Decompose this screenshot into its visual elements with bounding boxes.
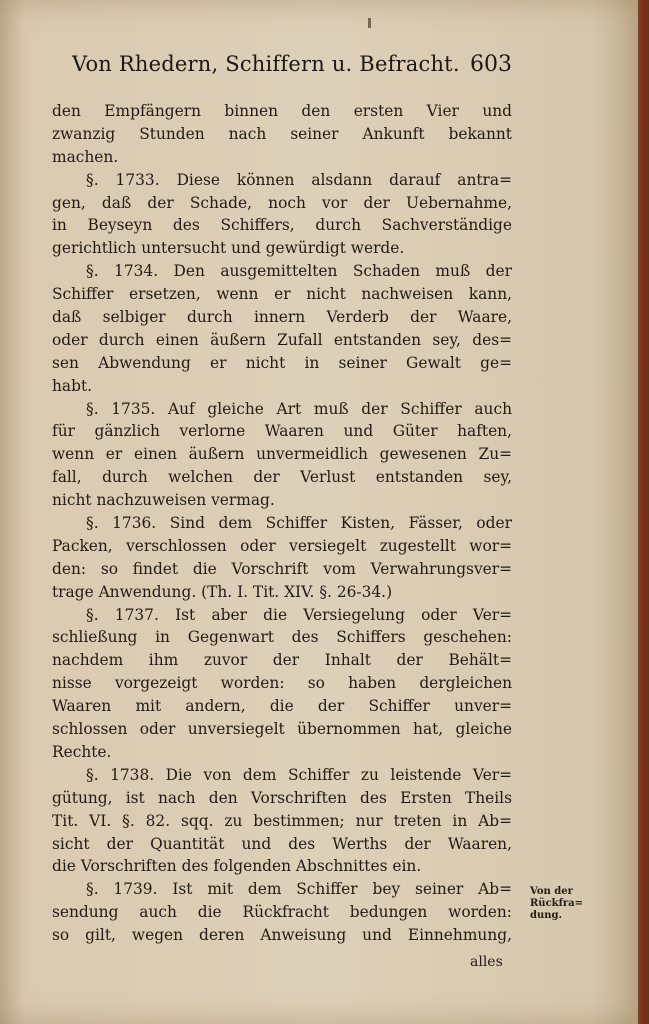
text-line: machen. — [52, 147, 119, 166]
text-line: gütung, ist nach den Vorschriften des Ersten Theils — [52, 788, 512, 807]
paragraph-1734: §. 1734. Den ausgemittelten Schaden muß der — [86, 262, 512, 281]
text-line: Packen, verschlossen oder versiegelt zugestellt wor= — [52, 536, 512, 555]
text-line: habt. — [52, 376, 93, 395]
page-mark — [368, 18, 371, 28]
running-title: Von Rhedern, Schiffern u. Befracht. — [72, 52, 460, 76]
text-line: fall, durch welchen der Verlust entstanden sey, — [52, 468, 512, 487]
body-text — [52, 100, 512, 947]
paragraph-1739: §. 1739. Ist mit dem Schiffer bey seiner Ab= — [86, 880, 512, 899]
text-line: gen, daß der Schade, noch vor der Uebernahme, — [52, 193, 512, 212]
paragraph-1736: §. 1736. Sind dem Schiffer Kisten, Fässer, oder — [86, 514, 512, 533]
text-line: nachdem ihm zuvor der Inhalt der Behält= — [52, 651, 512, 670]
text-line: wenn er einen äußern unvermeidlich gewesenen Zu= — [52, 445, 512, 464]
text-line: den Empfängern binnen den ersten Vier und — [52, 102, 512, 120]
margin-note — [530, 886, 592, 922]
text-line: schließung in Gegenwart des Schiffers geschehen: — [52, 628, 512, 647]
paragraph-1735: §. 1735. Auf gleiche Art muß der Schiffer auch — [86, 399, 512, 418]
text-line: in Beyseyn des Schiffers, durch Sachverständige — [52, 216, 512, 235]
paragraph-1738: §. 1738. Die von dem Schiffer zu leistende Ver= — [86, 765, 512, 784]
text-line: Waaren mit andern, die der Schiffer unver= — [52, 697, 512, 716]
text-line: Rechte. — [52, 742, 112, 761]
text-line: sendung auch die Rückfracht bedungen worden: — [52, 903, 512, 922]
paragraph-1737: §. 1737. Ist aber die Versiegelung oder Ver= — [86, 605, 512, 624]
text-line: schlossen oder unversiegelt übernommen hat, gleiche — [52, 720, 512, 739]
margin-note-line: dung. — [530, 910, 563, 921]
text-line: sicht der Quantität und des Werths der Waaren, — [52, 834, 512, 853]
page-number: 603 — [470, 52, 512, 77]
text-line: gerichtlich untersucht und gewürdigt werde. — [52, 239, 405, 258]
text-line: Schiffer ersetzen, wenn er nicht nachweisen kann, — [52, 285, 512, 304]
text-line: sen Abwendung er nicht in seiner Gewalt ge= — [52, 353, 512, 372]
catchword: alles — [470, 954, 503, 970]
text-line: für gänzlich verlorne Waaren und Güter haften, — [52, 422, 512, 441]
text-line: zwanzig Stunden nach seiner Ankunft bekannt — [52, 124, 512, 143]
text-line: Tit. VI. §. 82. sqq. zu bestimmen; nur treten in Ab= — [52, 811, 512, 830]
margin-note-line: Rückfra= — [530, 898, 584, 909]
margin-note-line: Von der — [530, 886, 573, 897]
text-line: nisse vorgezeigt worden: so haben dergleichen — [52, 674, 512, 693]
text-line: den: so findet die Vorschrift vom Verwahrungsver= — [52, 559, 512, 578]
page-header — [72, 52, 512, 86]
text-line: daß selbiger durch innern Verderb der Waare, — [52, 308, 512, 327]
text-line: trage Anwendung. (Th. I. Tit. XIV. §. 26-34.) — [52, 582, 393, 601]
text-line: oder durch einen äußern Zufall entstanden sey, des= — [52, 330, 512, 349]
book-edge — [638, 0, 649, 1024]
paragraph-1733: §. 1733. Diese können alsdann darauf antra= — [86, 170, 512, 189]
text-line: so gilt, wegen deren Anweisung und Einnehmung, — [52, 926, 512, 945]
text-line: nicht nachzuweisen vermag. — [52, 491, 275, 510]
text-line: die Vorschriften des folgenden Abschnittes ein. — [52, 857, 422, 876]
